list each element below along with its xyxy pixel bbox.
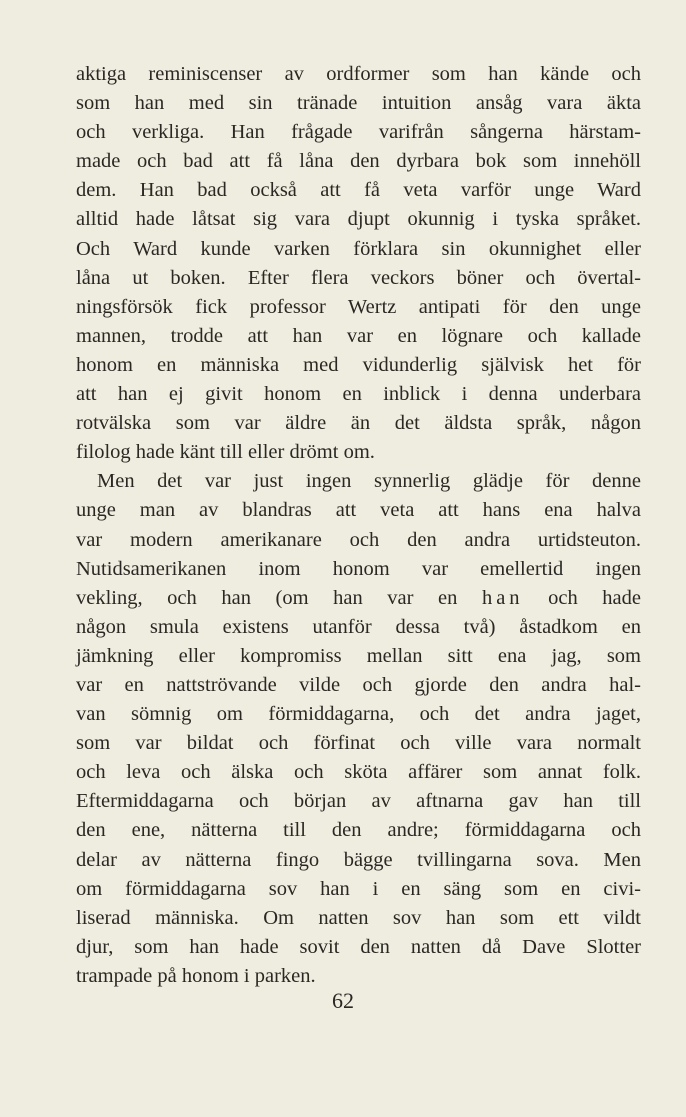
text-fragment: vekling, och han (om han var en: [76, 586, 482, 609]
text-line: filolog hade känt till eller drömt om.: [76, 441, 375, 464]
text-line: och leva och älska och sköta affärer som annat folk.: [76, 761, 641, 784]
text-line: trampade på honom i parken.: [76, 964, 316, 987]
emphasized-word: han: [481, 586, 524, 609]
text-line: mannen, trodde att han var en lögnare och kallade: [76, 324, 641, 347]
text-line: aktiga reminiscenser av ordformer som han kände och: [76, 63, 641, 85]
text-line: Och Ward kunde varken förklara sin okunnighet eller: [76, 237, 641, 260]
text-line: made och bad att få låna den dyrbara bok som innehöll: [76, 150, 641, 173]
text-line: van sömnig om förmiddagarna, och det andra jaget,: [76, 703, 641, 726]
paragraph: [76, 467, 641, 991]
text-line: låna ut boken. Efter flera veckors böner och övertal-: [76, 266, 641, 289]
text-line: den ene, nätterna till den andre; förmiddagarna och: [76, 819, 641, 842]
text-line: Men det var just ingen synnerlig glädje för denne: [97, 470, 641, 493]
text-line: någon smula existens utanför dessa två) åstadkom en: [76, 615, 641, 638]
text-line: som var bildat och förfinat och ville vara normalt: [76, 732, 641, 755]
paragraph: [76, 60, 641, 467]
text-line: dem. Han bad också att få veta varför unge Ward: [76, 179, 641, 202]
text-line: unge man av blandras att veta att hans ena halva: [76, 499, 641, 522]
text-fragment: och hade: [523, 586, 641, 609]
text-line: och verkliga. Han frågade varifrån sångerna härstam-: [76, 121, 641, 144]
text-line: liserad människa. Om natten sov han som ett vildt: [76, 906, 641, 929]
text-line: jämkning eller kompromiss mellan sitt ena jag, som: [76, 644, 641, 667]
text-line: om förmiddagarna sov han i en säng som en civi-: [76, 877, 641, 900]
text-line: var modern amerikanare och den andra urtidsteuton.: [76, 528, 641, 551]
book-page-text: [76, 60, 641, 991]
text-line: Eftermiddagarna och början av aftnarna gav han till: [76, 790, 641, 813]
text-line: att han ej givit honom en inblick i denna underbara: [76, 383, 641, 406]
text-line: djur, som han hade sovit den natten då Dave Slotter: [76, 935, 641, 958]
text-line: alltid hade låtsat sig vara djupt okunnig i tyska språket.: [76, 208, 641, 231]
text-line: som han med sin tränade intuition ansåg vara äkta: [76, 92, 641, 115]
text-line: ningsförsök fick professor Wertz antipati för den unge: [76, 295, 641, 318]
text-line: Nutidsamerikanen inom honom var emellertid ingen: [76, 557, 641, 580]
text-line: honom en människa med vidunderlig självisk het för: [76, 353, 641, 376]
text-line: delar av nätterna fingo bägge tvillingarna sova. Men: [76, 848, 641, 871]
text-line: var en nattströvande vilde och gjorde den andra hal-: [76, 673, 641, 696]
page-number: 62: [332, 988, 354, 1013]
text-line: rotvälska som var äldre än det äldsta språk, någon: [76, 412, 641, 435]
text-line: [76, 584, 641, 613]
